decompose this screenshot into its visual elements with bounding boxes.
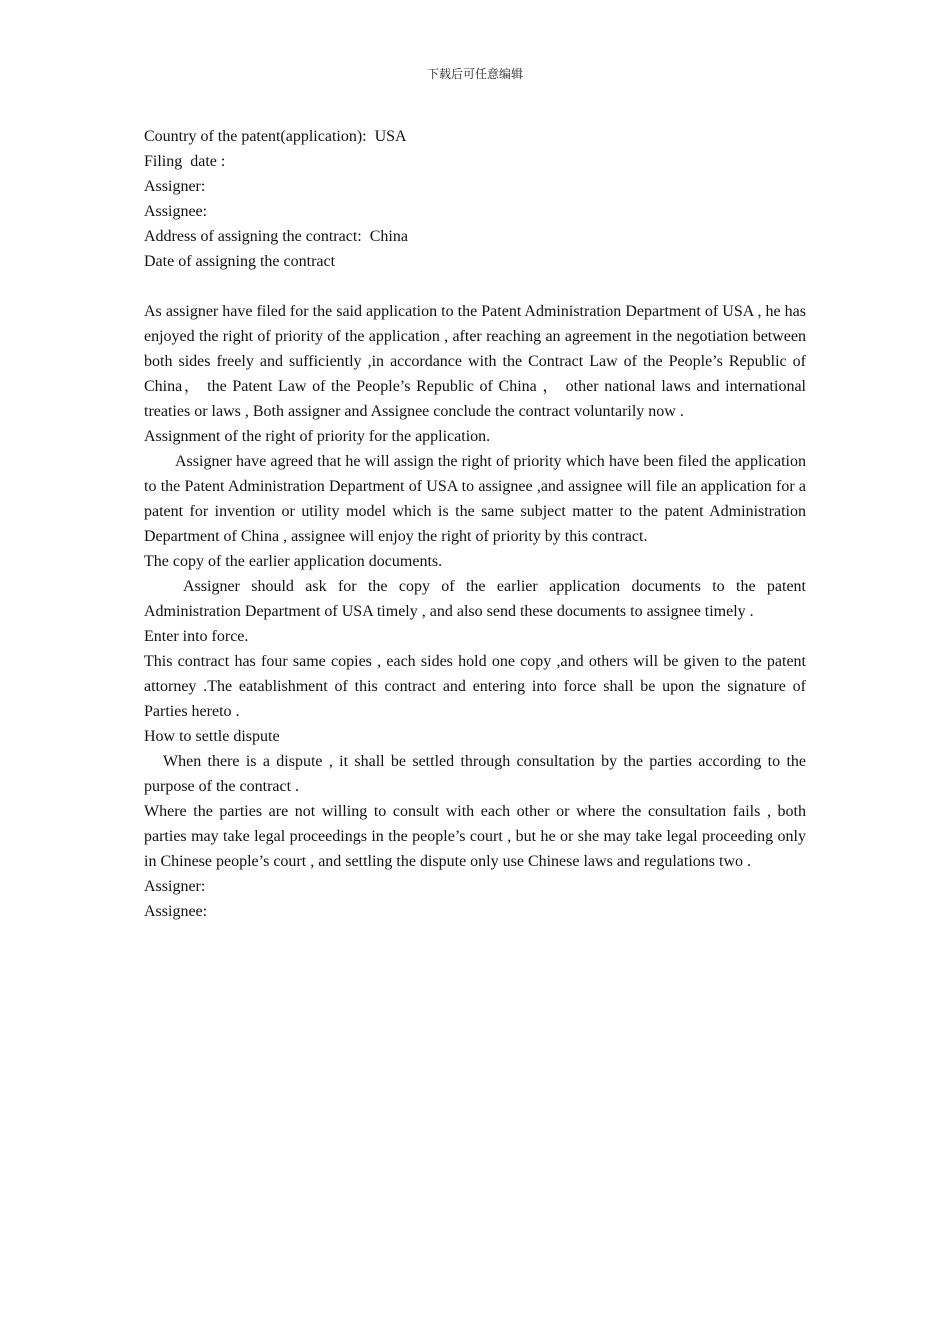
signature-assigner: Assigner: — [144, 878, 206, 895]
date-assigning-line: Date of assigning the contract — [144, 253, 336, 270]
section-text-dispute-2: Where the parties are not willing to consult with each other or where the consultation fails , both parties may take legal proceedings in the people’s court , but he or she may take legal proceeding only in Chinese people’s court , and settling the dispute only use Chinese laws and regulations two . — [144, 803, 806, 870]
section-text-copy: Assigner should ask for the copy of the earlier application documents to the patent Administration Department of USA timely , and also send these documents to assignee timely . — [144, 578, 806, 620]
blank-spacer — [144, 274, 806, 299]
section-title-priority: Assignment of the right of priority for the application. — [144, 428, 491, 445]
section-text-priority: Assigner have agreed that he will assign the right of priority which have been filed the application to the Patent Administration Department of USA to assignee ,and assignee will file an application for a patent for invention or utility model which is the same subject matter to the patent Administration Department of China , assignee will enjoy the right of priority by this contract. — [144, 453, 806, 545]
page-header-note: 下载后可任意编辑 — [426, 67, 523, 81]
section-title-dispute: How to settle dispute — [144, 728, 280, 745]
section-text-force: This contract has four same copies , each sides hold one copy ,and others will be given to the patent attorney .The eatablishment of this contract and entering into force shall be upon the signature of Parties hereto . — [144, 653, 806, 720]
section-text-dispute-1: When there is a dispute , it shall be settled through consultation by the parties according to the purpose of the contract . — [144, 753, 806, 795]
signature-assignee: Assignee: — [144, 903, 208, 920]
assignee-line: Assignee: — [144, 203, 208, 220]
assigner-line: Assigner: — [144, 178, 206, 195]
section-title-copy: The copy of the earlier application documents. — [144, 553, 443, 570]
filing-date-line: Filing date : — [144, 153, 226, 170]
section-title-force: Enter into force. — [144, 628, 249, 645]
document-body — [144, 124, 806, 924]
address-line: Address of assigning the contract: China — [144, 228, 408, 245]
country-line: Country of the patent(application): USA — [144, 128, 407, 145]
intro-paragraph: As assigner have filed for the said application to the Patent Administration Department of USA , he has enjoyed the right of priority of the application , after reaching an agreement in the negotiation between both sides freely and sufficiently ,in accordance with the Contract Law of the People’s Republic of China， the Patent Law of the People’s Republic of China ， other national laws and international treaties or laws , Both assigner and Assignee conclude the contract voluntarily now . — [144, 303, 806, 420]
